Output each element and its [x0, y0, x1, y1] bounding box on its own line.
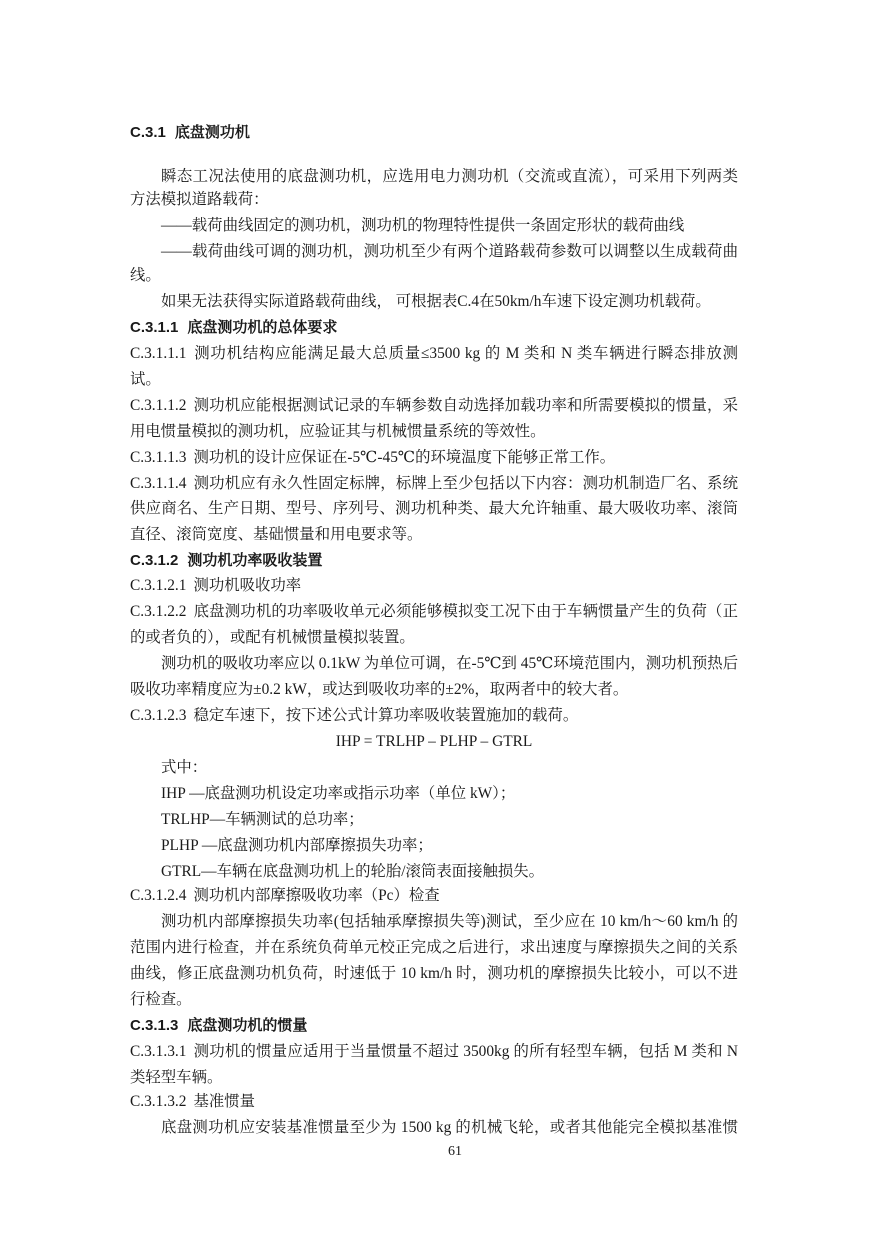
paragraph-line: 直径、滚筒宽度、基础惯量和用电要求等。: [130, 526, 423, 543]
section-heading: [130, 317, 738, 339]
paragraph-line: 行检查。: [130, 991, 192, 1008]
clause-line: [130, 447, 738, 469]
clause-text: 稳定车速下，按下述公式计算功率吸收装置施加的载荷。: [193, 707, 579, 724]
clause-number: C.3.1.3.2: [130, 1093, 187, 1110]
paragraph-line: 如果无法获得实际道路载荷曲线， 可根据表C.4在50km/h车速下设定测功机载荷。: [161, 293, 711, 310]
paragraph-line: 测功机内部摩擦损失功率(包括轴承摩擦损失等)测试，至少应在 10 km/h～60 km/h 的: [161, 913, 738, 930]
paragraph-line: 底盘测功机应安装基准惯量至少为 1500 kg 的机械飞轮，或者其他能完全模拟基准惯: [161, 1119, 738, 1136]
section-heading: [130, 122, 738, 144]
section-title: 底盘测功机的总体要求: [187, 319, 338, 336]
list-item: ——载荷曲线固定的测功机，测功机的物理特性提供一条固定形状的载荷曲线: [161, 217, 685, 234]
formula-variable: GTRL—车辆在底盘测功机上的轮胎/滚筒表面接触损失。: [161, 863, 545, 880]
paragraph-line: 用电惯量模拟的测功机，应验证其与机械惯量系统的等效性。: [130, 423, 546, 440]
clause-line: [130, 601, 738, 623]
clause-text: 底盘测功机的功率吸收单元必须能够模拟变工况下由于车辆惯量产生的负荷（正: [193, 603, 738, 620]
clause-line: [130, 1041, 738, 1063]
clause-text: 测功机吸收功率: [193, 577, 302, 594]
section-number: C.3.1.1: [130, 319, 179, 336]
formula: IHP = TRLHP – PLHP – GTRL: [335, 733, 533, 750]
clause-number: C.3.1.2.2: [130, 603, 187, 620]
page-number: 61: [448, 1144, 462, 1159]
section-title: 底盘测功机: [174, 124, 250, 141]
clause-line: [130, 885, 738, 907]
formula-variable: IHP —底盘测功机设定功率或指示功率（单位 kW）；: [161, 785, 516, 802]
clause-text: 测功机应能根据测试记录的车辆参数自动选择加载功率和所需要模拟的惯量，采: [193, 397, 738, 414]
formula-where-label: 式中：: [161, 759, 208, 776]
section-heading: [130, 1015, 738, 1037]
paragraph-line: 吸收功率精度应为±0.2 kW，或达到吸收功率的±2%，取两者中的较大者。: [130, 681, 629, 698]
list-item: ——载荷曲线可调的测功机，测功机至少有两个道路载荷参数可以调整以生成载荷曲: [161, 243, 738, 260]
clause-line: [130, 343, 738, 365]
clause-text: 测功机的惯量应适用于当量惯量不超过 3500kg 的所有轻型车辆，包括 M 类和 N: [193, 1043, 738, 1060]
clause-number: C.3.1.2.4: [130, 887, 187, 904]
clause-number: C.3.1.1.4: [130, 475, 187, 492]
paragraph-line: 瞬态工况法使用的底盘测功机，应选用电力测功机（交流或直流），可采用下列两类: [161, 168, 738, 185]
clause-number: C.3.1.1.3: [130, 449, 187, 466]
clause-text: 测功机内部摩擦吸收功率（Pc）检查: [193, 887, 440, 904]
section-number: C.3.1.3: [130, 1017, 179, 1034]
section-number: C.3.1.2: [130, 552, 179, 569]
clause-number: C.3.1.1.2: [130, 397, 187, 414]
paragraph-line: 的或者负的），或配有机械惯量模拟装置。: [130, 629, 415, 646]
paragraph-line: 范围内进行检查，并在系统负荷单元校正完成之后进行，求出速度与摩擦损失之间的关系: [130, 939, 738, 956]
section-title: 底盘测功机的惯量: [187, 1017, 308, 1034]
clause-number: C.3.1.3.1: [130, 1043, 187, 1060]
clause-line: [130, 395, 738, 417]
paragraph-line: 线。: [130, 267, 161, 284]
clause-text: 测功机应有永久性固定标牌，标牌上至少包括以下内容：测功机制造厂名、系统: [193, 475, 738, 492]
clause-number: C.3.1.2.3: [130, 707, 187, 724]
paragraph-line: 供应商名、生产日期、型号、序列号、测功机种类、最大允许轴重、最大吸收功率、滚筒: [130, 500, 738, 517]
clause-line: [130, 473, 738, 495]
formula-variable: TRLHP—车辆测试的总功率；: [161, 811, 364, 828]
clause-text: 测功机结构应能满足最大总质量≤3500 kg 的 M 类和 N 类车辆进行瞬态排放测: [193, 345, 738, 362]
section-heading: [130, 550, 738, 572]
clause-line: [130, 1091, 738, 1113]
formula-variable: PLHP —底盘测功机内部摩擦损失功率；: [161, 837, 433, 854]
paragraph-line: 类轻型车辆。: [130, 1069, 223, 1086]
clause-line: [130, 575, 738, 597]
paragraph-line: 方法模拟道路载荷：: [130, 191, 269, 208]
clause-text: 基准惯量: [193, 1093, 256, 1110]
paragraph-line: 试。: [130, 371, 161, 388]
paragraph-line: 测功机的吸收功率应以 0.1kW 为单位可调，在-5℃到 45℃环境范围内，测功机预热后: [161, 655, 739, 672]
clause-text: 测功机的设计应保证在-5℃-45℃的环境温度下能够正常工作。: [193, 449, 616, 466]
clause-line: [130, 705, 738, 727]
section-title: 测功机功率吸收装置: [187, 552, 323, 569]
paragraph-line: 曲线，修正底盘测功机负荷，时速低于 10 km/h 时，测功机的摩擦损失比较小，可以不进: [130, 965, 738, 982]
section-number: C.3.1: [130, 124, 166, 141]
clause-number: C.3.1.2.1: [130, 577, 187, 594]
clause-number: C.3.1.1.1: [130, 345, 187, 362]
